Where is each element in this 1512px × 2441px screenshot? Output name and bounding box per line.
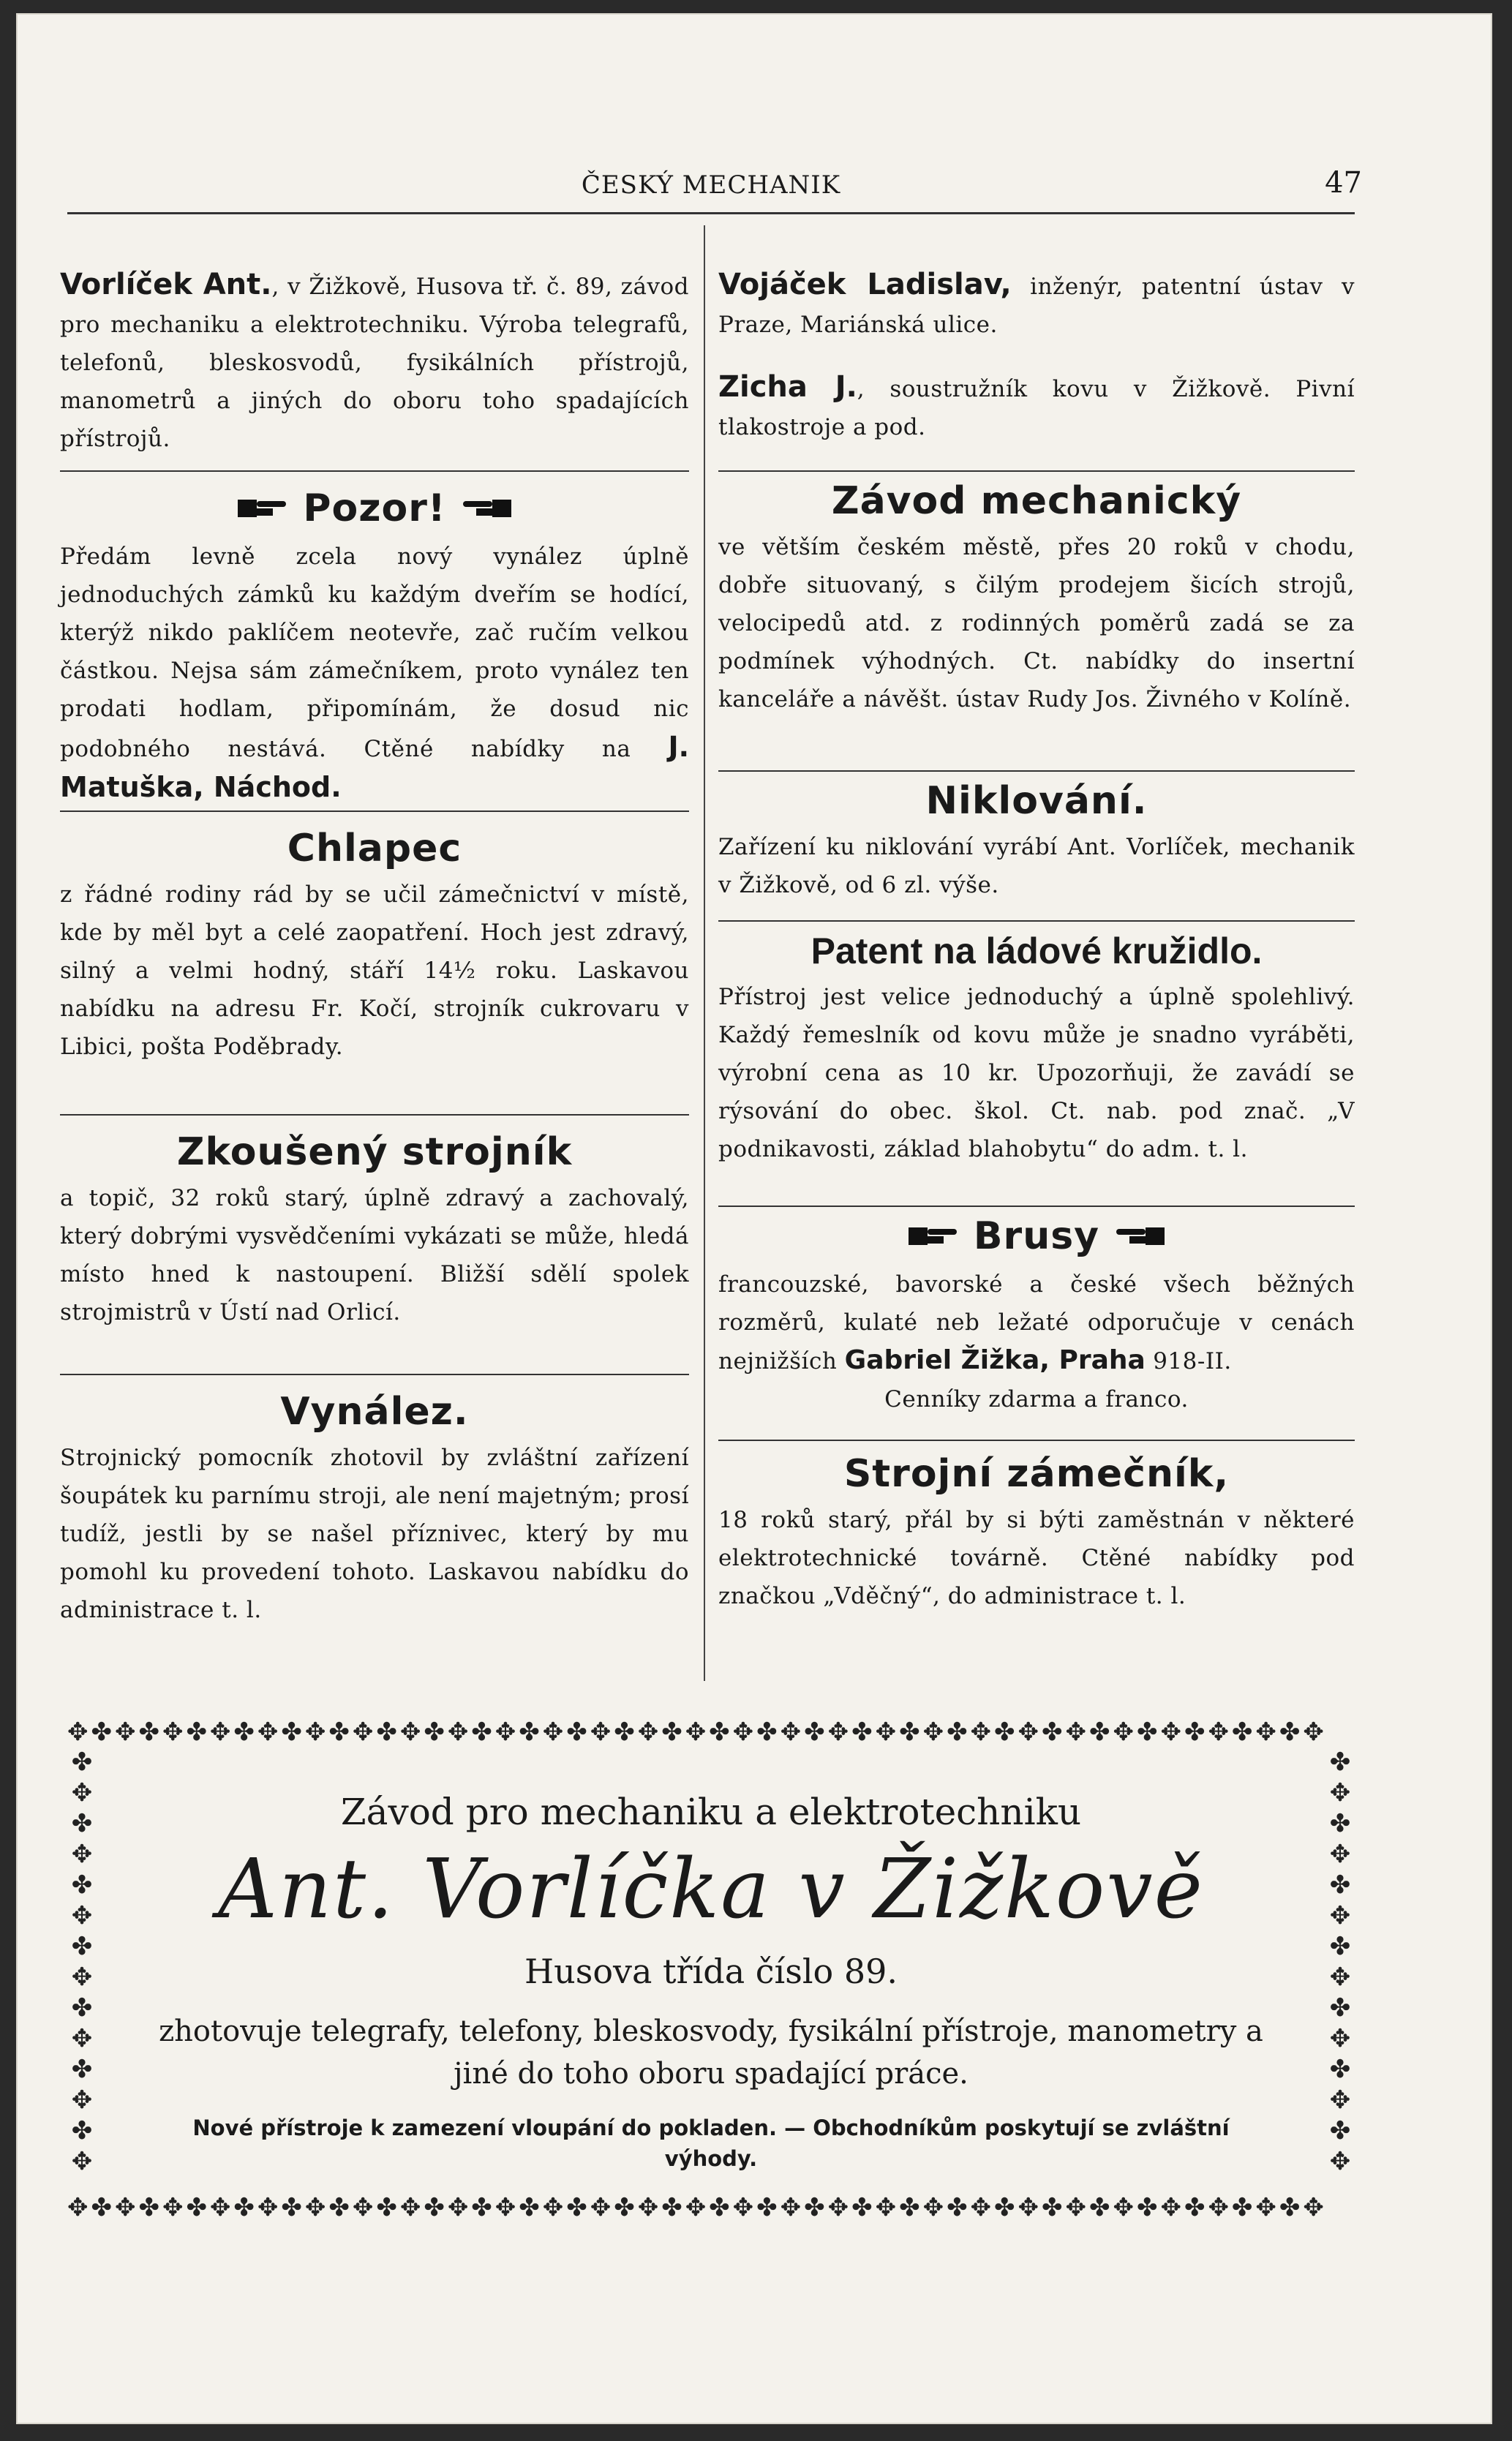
newspaper-page bbox=[16, 13, 1492, 2424]
journal-title: ČESKÝ MECHANIK bbox=[581, 170, 841, 200]
divider bbox=[718, 770, 1355, 772]
ad-brusy bbox=[718, 1209, 1355, 1418]
pointing-hand-left-icon bbox=[1113, 1211, 1165, 1265]
display-ad-address: Husova třída číslo 89. bbox=[524, 1952, 898, 1991]
ad-strojnik-title: Zkoušený strojník bbox=[176, 1130, 573, 1174]
display-ad-subtitle: Závod pro mechaniku a elektrotechniku bbox=[340, 1791, 1082, 1833]
ad-zicha bbox=[718, 368, 1355, 446]
display-ad-note: Nové přístroje k zamezení vloupání do pokladen. — Obchodníkům poskytují se zvláštní výhody. bbox=[192, 2115, 1230, 2171]
ad-zavod-title: Závod mechanický bbox=[831, 479, 1242, 523]
pointing-hand-left-icon bbox=[460, 484, 511, 538]
ad-zavod-text: ve větším českém městě, přes 20 roků v chodu, dobře situovaný, s čilým prodejem šicích strojů, velocipedů atd. z rodinných poměrů zadá se za podmínek výhodných. Ct. nabídky do insertní kanceláře a návěšt. ústav Rudy Jos. Živného v Kolíně. bbox=[718, 534, 1355, 712]
ad-vojacek-text: inženýr, patentní ústav v Praze, Mariánská ulice. bbox=[718, 274, 1355, 338]
ad-vynalez-title: Vynález. bbox=[280, 1390, 469, 1434]
page-number: 47 bbox=[1325, 166, 1362, 200]
column-divider bbox=[704, 225, 705, 1681]
ad-patent bbox=[718, 924, 1355, 1168]
ad-brusy-text: francouzské, bavorské a české všech běžných rozměrů, kulaté neb ležaté odporučuje v cenách nejnižších bbox=[718, 1271, 1355, 1374]
ad-strojnik-text: a topič, 32 roků starý, úplně zdravý a zachovalý, který dobrými vysvědčeními vykázati se může, hledá místo hned k nastoupení. Bližší sdělí spolek strojmistrů v Ústí nad Orlicí. bbox=[60, 1185, 689, 1325]
ad-niklovani-text: Zařízení ku niklování vyrábí Ant. Vorlíček, mechanik v Žižkově, od 6 zl. výše. bbox=[718, 834, 1355, 898]
ad-brusy-address: 918-II. bbox=[1153, 1348, 1232, 1374]
ad-zamecnik bbox=[718, 1447, 1355, 1615]
pointing-hand-right-icon bbox=[909, 1211, 960, 1265]
right-column bbox=[718, 222, 1355, 1699]
divider bbox=[718, 920, 1355, 922]
ad-brusy-title: Brusy bbox=[973, 1214, 1100, 1258]
ad-niklovani bbox=[718, 774, 1355, 904]
divider bbox=[718, 470, 1355, 472]
page-header bbox=[67, 163, 1362, 214]
ad-patent-text: Přístroj jest velice jednoduchý a úplně spolehlivý. Každý řemeslník od kovu může je snadno vyráběti, výrobní cena as 10 kr. Upozorňuji, že zavádí se rýsování do obec. škol. Ct. nab. pod znač. „V podnikavosti, základ blahobytu“ do adm. t. l. bbox=[718, 984, 1355, 1162]
ad-vorlicek-text: , v Žižkově, Husova tř. č. 89, závod pro mechaniku a elektrotechniku. Výroba telegrafů, telefonů, bleskosvodů, fysikálních přístrojů, manometrů a jiných do oboru toho spadajících přístrojů. bbox=[60, 274, 690, 452]
ad-zicha-text: , soustružník kovu v Žižkově. Pivní tlakostroje a pod. bbox=[718, 376, 1355, 440]
ad-vojacek bbox=[718, 266, 1355, 344]
divider bbox=[60, 1374, 689, 1375]
ad-vynalez bbox=[60, 1385, 689, 1629]
divider bbox=[60, 810, 689, 812]
ad-zavod bbox=[718, 474, 1355, 718]
ad-brusy-seller: Gabriel Žižka, Praha bbox=[844, 1345, 1146, 1375]
ad-vojacek-name: Vojáček Ladislav, bbox=[718, 268, 1012, 301]
ad-niklovani-title: Niklování. bbox=[925, 779, 1148, 823]
divider bbox=[60, 1114, 689, 1116]
ad-zicha-name: Zicha J. bbox=[718, 370, 857, 404]
ornamental-border-top: ✥✤✥✤✥✤✥✤✥✤✥✤✥✤✥✤✥✤✥✤✥✤✥✤✥✤✥✤✥✤✥✤✥✤✥✤✥✤✥✤✥✤✥✤✥✤✥✤✥✤✥✤✥ bbox=[67, 1718, 1327, 1747]
ad-pozor bbox=[60, 481, 689, 808]
ad-strojnik bbox=[60, 1125, 689, 1331]
ad-pozor-text: Předám levně zcela nový vynález úplně jednoduchých zámků ku každým dveřím se hodící, kterýž nikdo paklíčem neotevře, zač ručím velkou částkou. Nejsa sám zámečníkem, proto vynález ten prodati hodlam, připomínám, že dosud nic podobného nestává. Ctěné nabídky na bbox=[60, 544, 689, 762]
ad-vynalez-text: Strojnický pomocník zhotovil by zvláštní zařízení šoupátek ku parnímu stroji, ale není majetným; prosí tudíž, jestli by se našel příznivec, který by mu pomohl ku provedení tohoto. Laskavou nabídku do administrace t. l. bbox=[60, 1445, 689, 1623]
display-ad-products: zhotovuje telegrafy, telefony, bleskosvody, fysikální přístroje, manometry a jiné do toho oboru spadající práce. bbox=[159, 2015, 1263, 2091]
left-column bbox=[60, 222, 689, 1699]
ad-chlapec bbox=[60, 821, 689, 1066]
ad-chlapec-title: Chlapec bbox=[287, 827, 462, 870]
ornamental-border-right: ✤ ✥ ✤ ✥ ✤ ✥ ✤ ✥ ✤ ✥ ✤ ✥ ✤ ✥ bbox=[1329, 1748, 1351, 2176]
ad-pozor-title: Pozor! bbox=[303, 486, 446, 530]
divider bbox=[60, 470, 689, 472]
ad-pozor-signature: J. Matuška, Náchod. bbox=[60, 731, 690, 803]
vorlicek-display-ad bbox=[67, 1718, 1355, 2222]
ornamental-border-bottom: ✥✤✥✤✥✤✥✤✥✤✥✤✥✤✥✤✥✤✥✤✥✤✥✤✥✤✥✤✥✤✥✤✥✤✥✤✥✤✥✤✥✤✥✤✥✤✥✤✥✤✥✤✥ bbox=[67, 2193, 1327, 2222]
ad-patent-title: Patent na ládové kružidlo. bbox=[810, 930, 1263, 971]
header-rule bbox=[67, 212, 1355, 214]
ad-chlapec-text: z řádné rodiny rád by se učil zámečnictví v místě, kde by měl byt a celé zaopatření. Hoch jest zdravý, silný a velmi hodný, stáří 14½ roku. Laskavou nabídku na adresu Fr. Kočí, strojník cukrovaru v Libici, pošta Poděbrady. bbox=[60, 881, 689, 1060]
ad-zamecnik-title: Strojní zámečník, bbox=[843, 1452, 1230, 1496]
divider bbox=[718, 1206, 1355, 1207]
ad-vorlicek bbox=[60, 266, 689, 458]
ad-zamecnik-text: 18 roků starý, přál by si býti zaměstnán v některé elektrotechnické továrně. Ctěné nabídky pod značkou „Vděčný“, do administrace t. l. bbox=[718, 1507, 1355, 1609]
display-ad-headline: Ant. Vorlíčka v Žižkově bbox=[218, 1842, 1204, 1937]
pointing-hand-right-icon bbox=[238, 484, 289, 538]
divider bbox=[718, 1440, 1355, 1441]
ad-vorlicek-name: Vorlíček Ant. bbox=[60, 268, 272, 301]
ornamental-border-left: ✤ ✥ ✤ ✥ ✤ ✥ ✤ ✥ ✤ ✥ ✤ ✥ ✤ ✥ bbox=[71, 1748, 93, 2176]
ad-brusy-note: Cenníky zdarma a franco. bbox=[884, 1386, 1189, 1413]
